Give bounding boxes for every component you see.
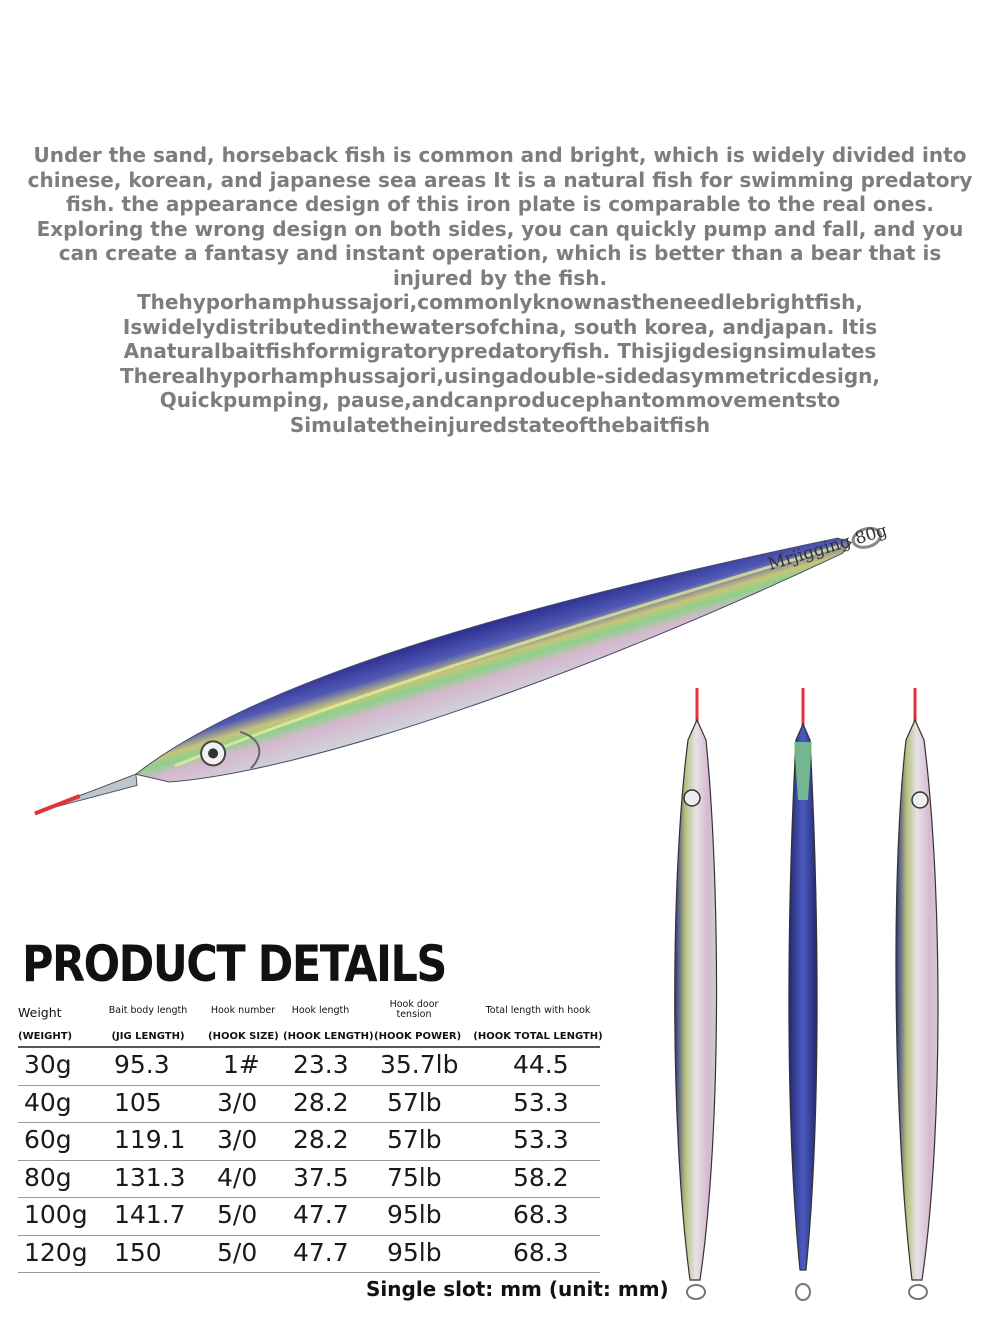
section-title: PRODUCT DETAILS	[22, 936, 446, 994]
cell-total-length: 68.3	[513, 1200, 569, 1229]
column-header-jig-length: Bait body length (JIG LENGTH)	[108, 1005, 188, 1042]
column-header-hook-size: Hook number (HOOK SIZE)	[208, 1005, 279, 1042]
cell-jig-length: 105	[114, 1087, 162, 1117]
description-line: injured by the fish.	[392, 265, 608, 290]
unit-note: Single slot: mm (unit: mm)	[366, 1277, 669, 1301]
cell-hook-size: 5/0	[217, 1200, 258, 1229]
table-row	[18, 1048, 600, 1086]
table-row	[18, 1086, 600, 1124]
lure-marking: Mrjigging 80g	[765, 520, 890, 575]
cell-hook-length: 37.5	[293, 1162, 349, 1192]
cell-total-length: 58.2	[513, 1162, 569, 1192]
description-line: chinese, korean, and japanese sea areas It is a natural fish for swimming predatory	[27, 167, 973, 192]
table-header	[18, 999, 603, 1048]
cell-hook-length: 23.3	[293, 1050, 349, 1079]
description-line: Iswidelydistributedinthewatersofchina, south korea, andjapan. Itis	[122, 314, 878, 339]
column-header-total-length: Total length with hook (HOOK TOTAL LENGTH)	[473, 1005, 603, 1042]
description-line: Exploring the wrong design on both sides, you can quickly pump and fall, and you	[36, 216, 964, 241]
spec-table	[18, 999, 603, 1273]
cell-hook-length: 47.7	[293, 1200, 349, 1229]
lure-top-view	[789, 688, 817, 1300]
table-row	[18, 1161, 600, 1199]
description-line: Under the sand, horseback fish is common and bright, which is widely divided into	[33, 143, 967, 167]
cell-hook-size: 3/0	[217, 1087, 258, 1117]
cell-jig-length: 131.3	[114, 1162, 186, 1192]
cell-weight: 60g	[24, 1125, 72, 1154]
cell-total-length: 53.3	[513, 1087, 569, 1117]
lure-side-views	[630, 680, 1000, 1320]
cell-total-length: 53.3	[513, 1125, 569, 1154]
description-line: Thehyporhamphussajori,commonlyknownastheneedlebrightfish,	[137, 290, 863, 314]
lure-left-view	[675, 688, 717, 1299]
cell-hook-length: 28.2	[293, 1087, 349, 1117]
table-row	[18, 1236, 600, 1274]
cell-hook-power: 35.7lb	[380, 1050, 459, 1079]
column-header-weight: Weight (WEIGHT)	[18, 1005, 73, 1042]
cell-hook-power: 57lb	[387, 1087, 442, 1117]
cell-jig-length: 95.3	[114, 1050, 170, 1079]
table-row	[18, 1123, 600, 1161]
column-header-hook-power: Hook door tension (HOOK POWER)	[374, 999, 462, 1042]
cell-hook-size: 4/0	[217, 1162, 258, 1192]
cell-weight: 120g	[24, 1237, 88, 1267]
cell-hook-power: 95lb	[387, 1200, 442, 1229]
description-line: Anaturalbaitfishformigratorypredatoryfish. Thisjigdesignsimulates	[123, 339, 877, 363]
description-line: Therealhyporhamphussajori,usingadouble-sidedasymmetricdesign,	[120, 363, 880, 388]
cell-weight: 40g	[24, 1087, 72, 1117]
cell-hook-power: 57lb	[387, 1125, 442, 1154]
cell-total-length: 68.3	[513, 1237, 569, 1267]
column-header-hook-length: Hook length (HOOK LENGTH)	[283, 1005, 374, 1042]
cell-hook-power: 75lb	[387, 1162, 442, 1192]
cell-jig-length: 119.1	[114, 1125, 186, 1154]
cell-hook-length: 47.7	[293, 1237, 349, 1267]
product-description	[14, 143, 986, 437]
cell-hook-power: 95lb	[387, 1237, 442, 1267]
cell-jig-length: 150	[114, 1237, 162, 1267]
cell-hook-size: 1#	[223, 1050, 260, 1079]
description-line: can create a fantasy and instant operation, which is better than a bear that is	[58, 241, 942, 265]
cell-weight: 100g	[24, 1200, 88, 1229]
description-line: Simulatetheinjuredstateofthebaitfish	[289, 412, 711, 437]
table-row	[18, 1198, 600, 1236]
lure-right-view	[896, 688, 938, 1299]
cell-total-length: 44.5	[513, 1050, 569, 1079]
cell-hook-size: 5/0	[217, 1237, 258, 1267]
cell-hook-size: 3/0	[217, 1125, 258, 1154]
description-line: fish. the appearance design of this iron plate is comparable to the real ones.	[66, 192, 934, 216]
description-line: Quickpumping, pause,andcanproducephantommovementsto	[159, 388, 841, 412]
cell-weight: 80g	[24, 1162, 72, 1192]
cell-jig-length: 141.7	[114, 1200, 186, 1229]
cell-weight: 30g	[24, 1050, 72, 1079]
cell-hook-length: 28.2	[293, 1125, 349, 1154]
